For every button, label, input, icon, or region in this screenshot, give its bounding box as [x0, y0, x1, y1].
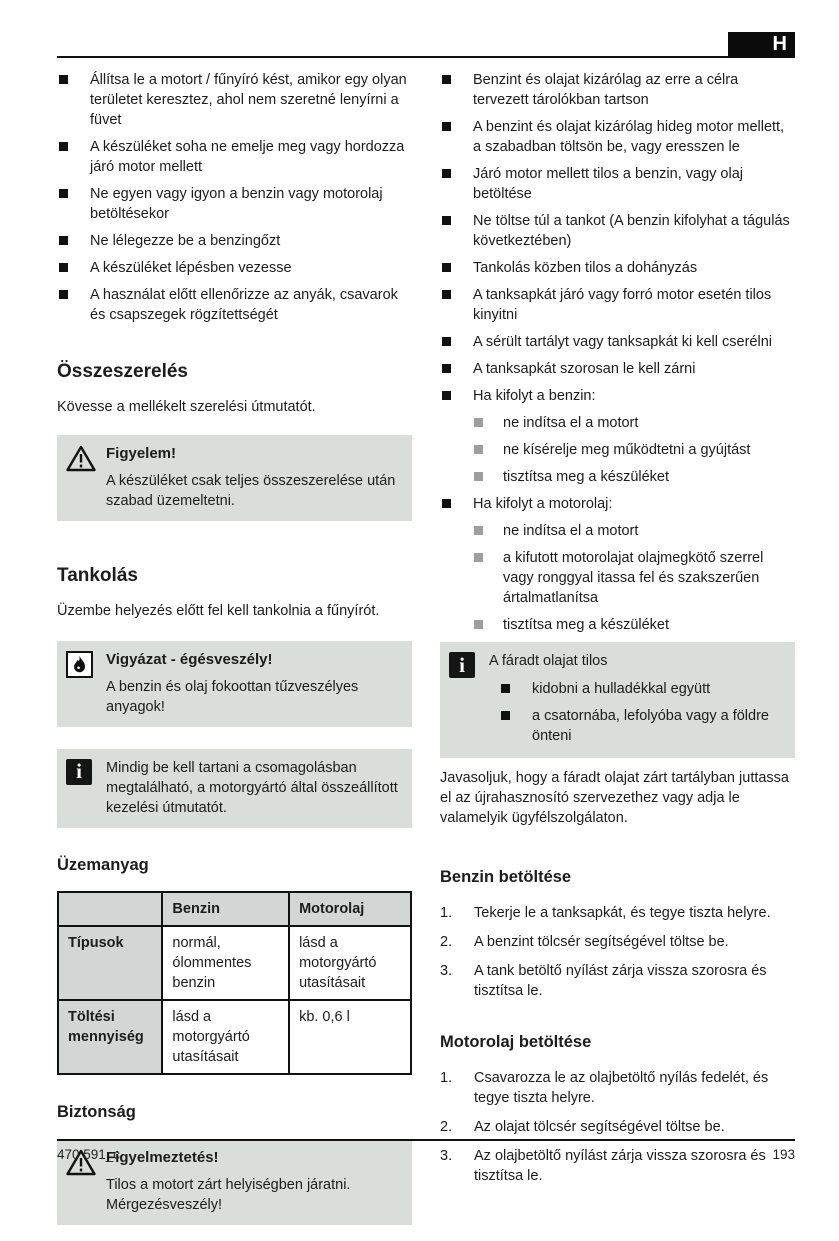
- bullet-square-icon: [501, 684, 510, 693]
- list-item-text: Ha kifolyt a benzin:: [473, 388, 596, 404]
- step-number: 2.: [440, 1118, 453, 1135]
- list-item-text: Ne egyen vagy igyon a benzin vagy motorolaj betöltésekor: [90, 186, 383, 222]
- table-corner-cell: [58, 892, 162, 926]
- list-item-text: a kifutott motorolajat olajmegkötő szerrel vagy ronggyal itassa fel és szakszerűen ártalmatlanítsa: [503, 550, 764, 606]
- list-item-text: kidobni a hulladékkal együtt: [532, 681, 711, 697]
- list-item: [440, 285, 795, 325]
- safety-bullet-list-right: [440, 70, 795, 635]
- step-number: 3.: [440, 1147, 453, 1164]
- table-row: [58, 926, 411, 1000]
- numbered-step: [440, 903, 795, 923]
- step-text: Az olajat tölcsér segítségével töltse be.: [474, 1118, 725, 1135]
- list-item-text: A benzint és olajat kizárólag hideg motor mellett, a szabadban töltsön be, vagy eresszen le: [473, 119, 785, 155]
- sub-bullet-square-icon: [474, 553, 483, 562]
- numbered-step: [440, 1117, 795, 1137]
- info-icon: [66, 758, 106, 818]
- list-item-text: A tanksapkát szorosan le kell zárni: [473, 361, 696, 377]
- bullet-square-icon: [59, 189, 68, 198]
- step-number: 1.: [440, 1069, 453, 1086]
- list-item: [440, 117, 795, 157]
- bullet-square-icon: [59, 142, 68, 151]
- table-cell: lásd a motorgyártó utasításait: [289, 926, 411, 1000]
- warning-text: A benzin és olaj fokoottan tűzveszélyes anyagok!: [106, 678, 359, 715]
- warning-box-assembly: [57, 435, 412, 521]
- sub-bullet-square-icon: [474, 472, 483, 481]
- sub-list-item: [472, 615, 795, 635]
- table-row-label: Típusok: [58, 926, 162, 1000]
- bullet-square-icon: [501, 711, 510, 720]
- warning-text: Tilos a motort zárt helyiségben járatni. Mérgezésveszély!: [106, 1177, 351, 1214]
- bullet-square-icon: [442, 290, 451, 299]
- list-item: [57, 231, 412, 251]
- list-item: [499, 679, 785, 699]
- benzin-fill-steps: [440, 903, 795, 1001]
- list-item: [57, 70, 412, 130]
- sub-bullet-square-icon: [474, 620, 483, 629]
- table-cell: lásd a motorgyártó utasításait: [162, 1000, 289, 1074]
- info-bullet-list: [489, 679, 785, 746]
- list-item-text: A sérült tartályt vagy tanksapkát ki kell cserélni: [473, 334, 772, 350]
- sub-list-item: [472, 548, 795, 608]
- warning-title: Figyelmeztetés!: [106, 1149, 219, 1167]
- bullet-square-icon: [442, 216, 451, 225]
- warning-box-body: [106, 650, 402, 717]
- numbered-step: [440, 961, 795, 1001]
- list-item: [440, 332, 795, 352]
- section-title-benzin-fill: Benzin betöltése: [440, 868, 572, 886]
- sub-bullet-square-icon: [474, 445, 483, 454]
- list-item-text: ne indítsa el a motort: [503, 415, 639, 431]
- list-item-text: Benzint és olajat kizárólag az erre a célra tervezett tárolókban tartson: [473, 72, 739, 108]
- list-item: [440, 359, 795, 379]
- assembly-intro: Kövesse a mellékelt szerelési útmutatót.: [57, 399, 316, 416]
- list-item: [440, 258, 795, 278]
- bullet-square-icon: [442, 122, 451, 131]
- bullet-square-icon: [442, 499, 451, 508]
- info-box-body: [106, 758, 402, 818]
- section-title-assembly: Összeszerelés: [57, 361, 188, 382]
- numbered-step: [440, 1146, 795, 1186]
- step-text: Az olajbetöltő nyílást zárja vissza szorosra és tisztítsa le.: [474, 1147, 766, 1184]
- list-item-text: Állítsa le a motort / fűnyíró kést, amikor egy olyan területet keresztez, ahol nem szeretné lenyírni a füvet: [90, 72, 407, 128]
- list-item-text: Ha kifolyt a motorolaj:: [473, 496, 613, 512]
- list-item-text: A készüléket soha ne emelje meg vagy hordozza járó motor mellett: [90, 139, 405, 175]
- list-item-text: Ne lélegezze be a benzingőzt: [90, 233, 281, 249]
- list-item: [440, 494, 795, 514]
- list-item-text: ne indítsa el a motort: [503, 523, 639, 539]
- section-title-fueling: Tankolás: [57, 564, 138, 586]
- list-item: [440, 386, 795, 406]
- step-number: 3.: [440, 962, 453, 979]
- bullet-square-icon: [59, 75, 68, 84]
- warning-box-fire: [57, 641, 412, 727]
- sub-bullet-square-icon: [474, 526, 483, 535]
- bullet-square-icon: [442, 169, 451, 178]
- info-text: Mindig be kell tartani a csomagolásban megtalálható, a motorgyártó által összeállított kezelési útmutatót.: [106, 759, 398, 816]
- list-item: [440, 211, 795, 251]
- warning-text: A készüléket csak teljes összeszerelése után szabad üzemeltetni.: [106, 472, 396, 509]
- bullet-square-icon: [442, 75, 451, 84]
- fueling-intro: Üzembe helyezés előtt fel kell tankolnia a fűnyírót.: [57, 603, 380, 620]
- bullet-square-icon: [442, 391, 451, 400]
- table-row-label: Töltési mennyiség: [58, 1000, 162, 1074]
- section-title-fuel: Üzemanyag: [57, 855, 149, 874]
- table-cell: normál, ólommentes benzin: [162, 926, 289, 1000]
- footer-rule: [57, 1139, 795, 1141]
- header-rule: [57, 56, 795, 58]
- info-box-manual: [57, 749, 412, 828]
- numbered-step: [440, 1068, 795, 1108]
- warning-box-body: [106, 444, 402, 511]
- list-item-text: Tankolás közben tilos a dohányzás: [473, 260, 698, 276]
- sub-list-item: [472, 413, 795, 433]
- step-text: A tank betöltő nyílást zárja vissza szorosra és tisztítsa le.: [474, 962, 767, 999]
- list-item-text: a csatornába, lefolyóba vagy a földre önteni: [532, 708, 769, 744]
- language-badge-label: H: [772, 33, 787, 56]
- used-oil-paragraph: Javasoljuk, hogy a fáradt olajat zárt tartályban juttassa el az újrahasznosító szervezethez vagy adja le valamelyik ügyfélszolgálaton.: [440, 770, 789, 826]
- bullet-square-icon: [442, 364, 451, 373]
- page-columns: [57, 70, 795, 1241]
- bullet-square-icon: [59, 263, 68, 272]
- info-icon-glyph: i: [76, 759, 82, 784]
- table-cell: kb. 0,6 l: [289, 1000, 411, 1074]
- warning-triangle-icon: [66, 444, 106, 511]
- info-title: A fáradt olajat tilos: [489, 653, 608, 669]
- step-number: 2.: [440, 933, 453, 950]
- sub-list-item: [472, 467, 795, 487]
- list-item-text: Ne töltse túl a tankot (A benzin kifolyhat a tágulás következtében): [473, 213, 790, 249]
- sub-list-item: [472, 521, 795, 541]
- oil-fill-steps: [440, 1068, 795, 1186]
- warning-title: Figyelem!: [106, 445, 177, 463]
- sub-bullet-square-icon: [474, 418, 483, 427]
- table-row: [58, 1000, 411, 1074]
- language-badge: [728, 32, 795, 58]
- list-item: [57, 285, 412, 325]
- warning-box-body: [106, 1148, 402, 1215]
- left-column: [57, 70, 412, 1241]
- section-title-safety: Biztonság: [57, 1102, 136, 1121]
- list-item-text: A használat előtt ellenőrizze az anyák, csavarok és csapszegek rögzítettségét: [90, 287, 398, 323]
- info-icon-glyph: i: [459, 652, 465, 677]
- document-code: 470 591_c: [57, 1147, 121, 1162]
- table-header-motorolaj: Motorolaj: [289, 892, 411, 926]
- list-item: [57, 137, 412, 177]
- info-box-used-oil: [440, 642, 795, 758]
- list-item-text: A készüléket lépésben vezesse: [90, 260, 292, 276]
- list-item: [57, 184, 412, 224]
- sub-list-item: [472, 440, 795, 460]
- step-text: A benzint tölcsér segítségével töltse be.: [474, 933, 729, 950]
- flammable-icon: [66, 650, 106, 717]
- fuel-table: [57, 891, 412, 1075]
- right-column: [440, 70, 795, 1241]
- list-item-text: A tanksapkát járó vagy forró motor esetén tilos kinyitni: [473, 287, 772, 323]
- safety-bullet-list-left: [57, 70, 412, 325]
- step-number: 1.: [440, 904, 453, 921]
- bullet-square-icon: [442, 263, 451, 272]
- table-header-row: [58, 892, 411, 926]
- info-box-body: [489, 651, 785, 748]
- list-item: [57, 258, 412, 278]
- page-number: 193: [772, 1147, 795, 1162]
- step-text: Csavarozza le az olajbetöltő nyílás fedelét, és tegye tiszta helyre.: [474, 1069, 769, 1106]
- list-item: [499, 706, 785, 746]
- list-item: [440, 70, 795, 110]
- list-item-text: tisztítsa meg a készüléket: [503, 469, 670, 485]
- bullet-square-icon: [59, 290, 68, 299]
- list-item-text: Járó motor mellett tilos a benzin, vagy olaj betöltése: [473, 166, 743, 202]
- info-icon: [449, 651, 489, 748]
- warning-title: Vigyázat - égésveszély!: [106, 651, 273, 669]
- numbered-step: [440, 932, 795, 952]
- list-item: [440, 164, 795, 204]
- section-title-oil-fill: Motorolaj betöltése: [440, 1032, 592, 1051]
- list-item-text: tisztítsa meg a készüléket: [503, 617, 670, 633]
- step-text: Tekerje le a tanksapkát, és tegye tiszta helyre.: [474, 904, 771, 921]
- list-item-text: ne kísérelje meg működtetni a gyújtást: [503, 442, 751, 458]
- table-header-benzin: Benzin: [162, 892, 289, 926]
- bullet-square-icon: [59, 236, 68, 245]
- bullet-square-icon: [442, 337, 451, 346]
